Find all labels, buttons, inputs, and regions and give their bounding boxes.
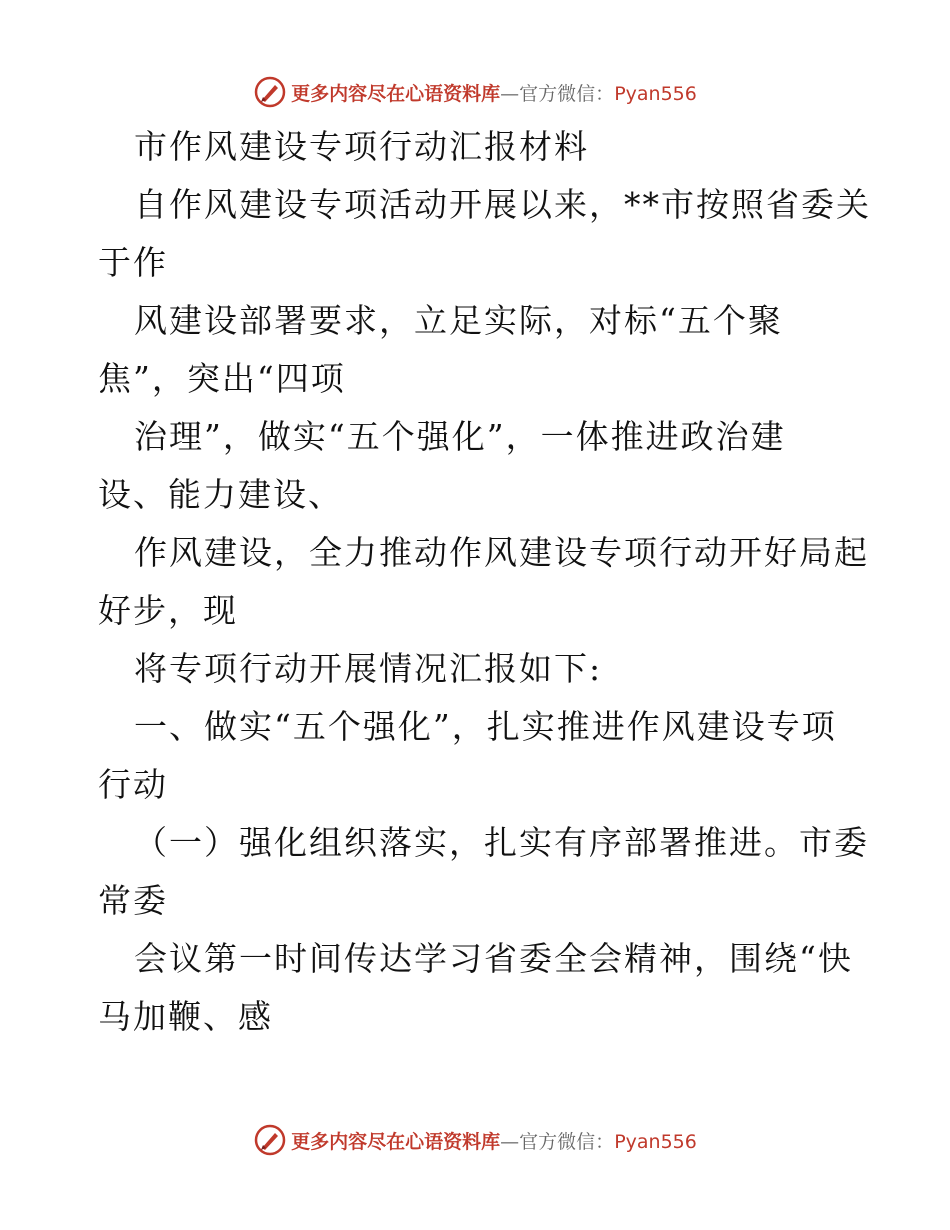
watermark-account: Pyan556	[614, 82, 697, 105]
paragraph-line: 自作风建设专项活动开展以来，**市按照省委关	[134, 185, 871, 224]
paragraph-line: 设、能力建设、	[98, 475, 343, 514]
watermark-banner-top	[0, 72, 950, 112]
watermark-separator: —	[500, 1130, 520, 1153]
watermark-brand: 更多内容尽在心语资料库	[291, 82, 501, 105]
paragraph-line: 马加鞭、感	[98, 997, 273, 1036]
watermark-wechat-label: 官方微信：	[519, 82, 615, 105]
watermark-separator: —	[500, 82, 520, 105]
pen-logo-icon	[253, 75, 287, 109]
section-heading-continued: 行动	[98, 765, 168, 804]
paragraph-line: 常委	[98, 881, 168, 920]
document-title: 市作风建设专项行动汇报材料	[134, 127, 589, 166]
subsection-heading: （一）强化组织落实，扎实有序部署推进。市委	[134, 823, 869, 862]
paragraph-line: 会议第一时间传达学习省委全会精神，围绕“快	[134, 939, 853, 978]
watermark-wechat-label: 官方微信：	[519, 1130, 615, 1153]
watermark-brand: 更多内容尽在心语资料库	[291, 1130, 501, 1153]
watermark-account: Pyan556	[614, 1130, 697, 1153]
section-heading: 一、做实“五个强化”，扎实推进作风建设专项	[134, 707, 837, 746]
paragraph-line: 于作	[98, 243, 168, 282]
paragraph-line: 焦”，突出“四项	[98, 359, 346, 398]
pen-logo-icon	[253, 1123, 287, 1157]
watermark-banner-bottom	[0, 1120, 950, 1160]
paragraph-line: 治理”，做实“五个强化”，一体推进政治建	[134, 417, 786, 456]
paragraph-line: 作风建设，全力推动作风建设专项行动开好局起	[134, 533, 869, 572]
paragraph-line: 将专项行动开展情况汇报如下:	[134, 649, 603, 688]
document-body	[98, 118, 871, 1046]
paragraph-line: 好步，现	[98, 591, 238, 630]
paragraph-line: 风建设部署要求，立足实际，对标“五个聚	[134, 301, 783, 340]
